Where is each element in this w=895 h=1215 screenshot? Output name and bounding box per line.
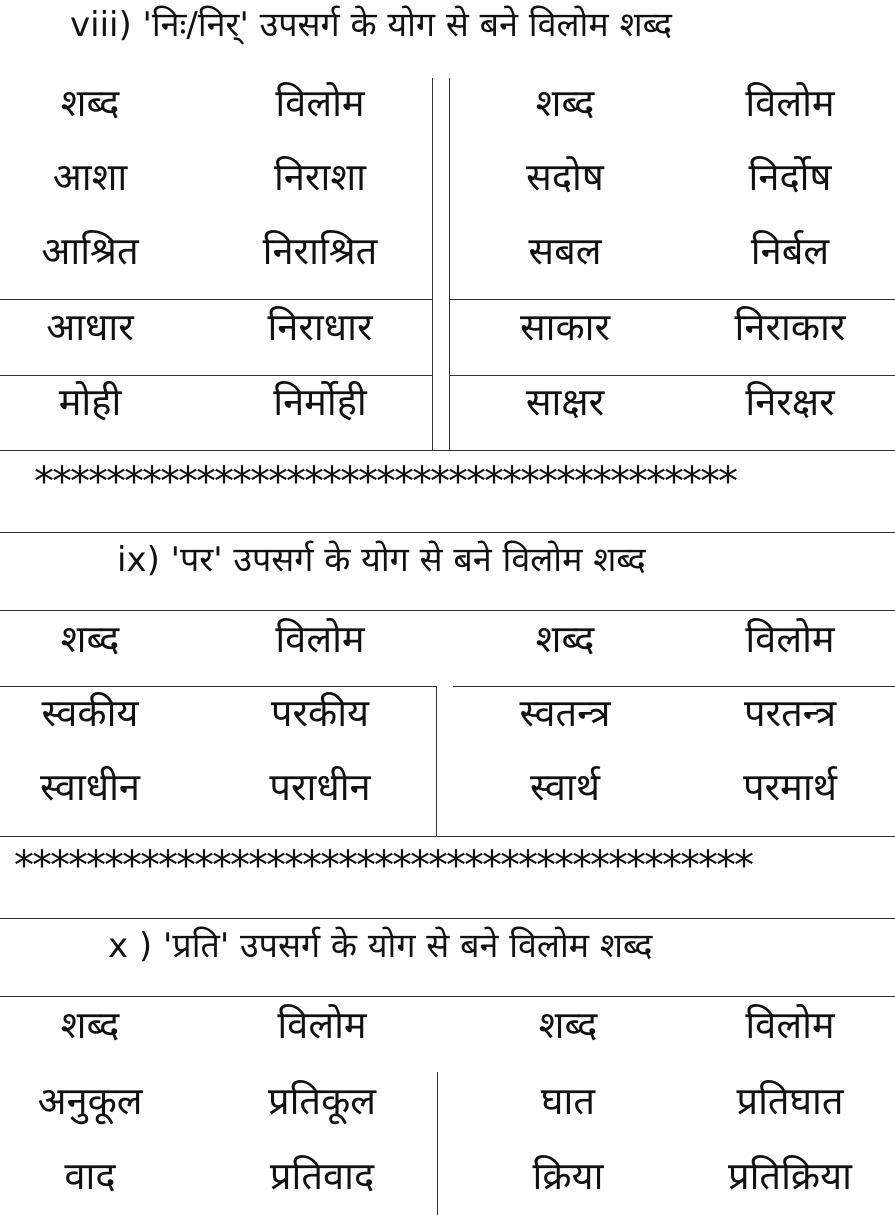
word-cell: सबल bbox=[528, 229, 602, 273]
row-divider bbox=[449, 375, 895, 376]
antonym-cell: परतन्त्र bbox=[743, 691, 837, 735]
word-cell: स्वाधीन bbox=[39, 765, 141, 809]
row-divider bbox=[0, 836, 895, 837]
antonym-cell: परमार्थ bbox=[743, 765, 837, 809]
header-antonym: विलोम bbox=[277, 1003, 367, 1047]
word-cell: आश्रित bbox=[41, 229, 139, 273]
antonym-cell: प्रतिकूल bbox=[267, 1079, 377, 1123]
word-cell: क्रिया bbox=[532, 1154, 604, 1198]
antonym-cell: निर्बल bbox=[750, 229, 830, 273]
antonym-cell: निराधार bbox=[267, 305, 373, 349]
antonym-cell: प्रतिवाद bbox=[269, 1154, 375, 1198]
antonym-cell: निराश्रित bbox=[262, 229, 378, 273]
separator-stars: ***************************************** bbox=[14, 843, 752, 889]
row-divider bbox=[449, 299, 895, 300]
row-divider bbox=[0, 450, 895, 451]
header-word: शब्द bbox=[60, 81, 120, 125]
column-divider bbox=[437, 1072, 438, 1215]
antonym-cell: निर्दोष bbox=[748, 155, 832, 199]
header-word: शब्द bbox=[535, 617, 595, 661]
section-divider bbox=[0, 918, 895, 919]
column-divider bbox=[436, 686, 437, 836]
header-word: शब्द bbox=[538, 1003, 598, 1047]
section-ix-title: ix) 'पर' उपसर्ग के योग से बने विलोम शब्द bbox=[117, 540, 646, 580]
header-word: शब्द bbox=[535, 81, 595, 125]
row-divider bbox=[0, 375, 432, 376]
section-viii-title: viii) 'निः/निर्' उपसर्ग के योग से बने विलोम शब्द bbox=[70, 5, 672, 45]
header-word: शब्द bbox=[60, 617, 120, 661]
column-divider bbox=[449, 78, 450, 450]
word-cell: सदोष bbox=[526, 155, 604, 199]
word-cell: स्वार्थ bbox=[529, 765, 601, 809]
row-divider bbox=[0, 996, 895, 997]
header-antonym: विलोम bbox=[275, 617, 365, 661]
word-cell: अनुकूल bbox=[37, 1079, 143, 1123]
antonym-cell: निराशा bbox=[274, 155, 366, 199]
word-cell: स्वकीय bbox=[41, 691, 139, 735]
header-antonym: विलोम bbox=[745, 617, 835, 661]
antonym-cell: प्रतिक्रिया bbox=[727, 1154, 853, 1198]
header-antonym: विलोम bbox=[745, 81, 835, 125]
row-divider bbox=[0, 299, 432, 300]
word-cell: आशा bbox=[52, 155, 128, 199]
antonym-cell: निर्मोही bbox=[273, 380, 367, 424]
word-cell: साकार bbox=[519, 305, 611, 349]
header-antonym: विलोम bbox=[275, 81, 365, 125]
word-cell: स्वतन्त्र bbox=[519, 691, 611, 735]
word-cell: वाद bbox=[64, 1154, 116, 1198]
header-word: शब्द bbox=[60, 1003, 120, 1047]
antonym-cell: पराधीन bbox=[269, 765, 371, 809]
header-antonym: विलोम bbox=[745, 1003, 835, 1047]
row-divider bbox=[0, 686, 436, 687]
word-cell: मोही bbox=[58, 380, 122, 424]
antonym-cell: परकीय bbox=[270, 691, 370, 735]
word-cell: घात bbox=[541, 1079, 595, 1123]
column-divider bbox=[432, 78, 433, 450]
separator-stars: *************************************** bbox=[34, 459, 736, 505]
section-x-title: x ) 'प्रति' उपसर्ग के योग से बने विलोम शब्द bbox=[108, 926, 653, 966]
row-divider bbox=[453, 686, 895, 687]
row-divider bbox=[0, 610, 895, 611]
word-cell: साक्षर bbox=[525, 380, 605, 424]
antonym-cell: निरक्षर bbox=[745, 380, 835, 424]
antonym-cell: निराकार bbox=[734, 305, 846, 349]
word-cell: आधार bbox=[46, 305, 134, 349]
antonym-cell: प्रतिघात bbox=[736, 1079, 844, 1123]
section-divider bbox=[0, 532, 895, 533]
